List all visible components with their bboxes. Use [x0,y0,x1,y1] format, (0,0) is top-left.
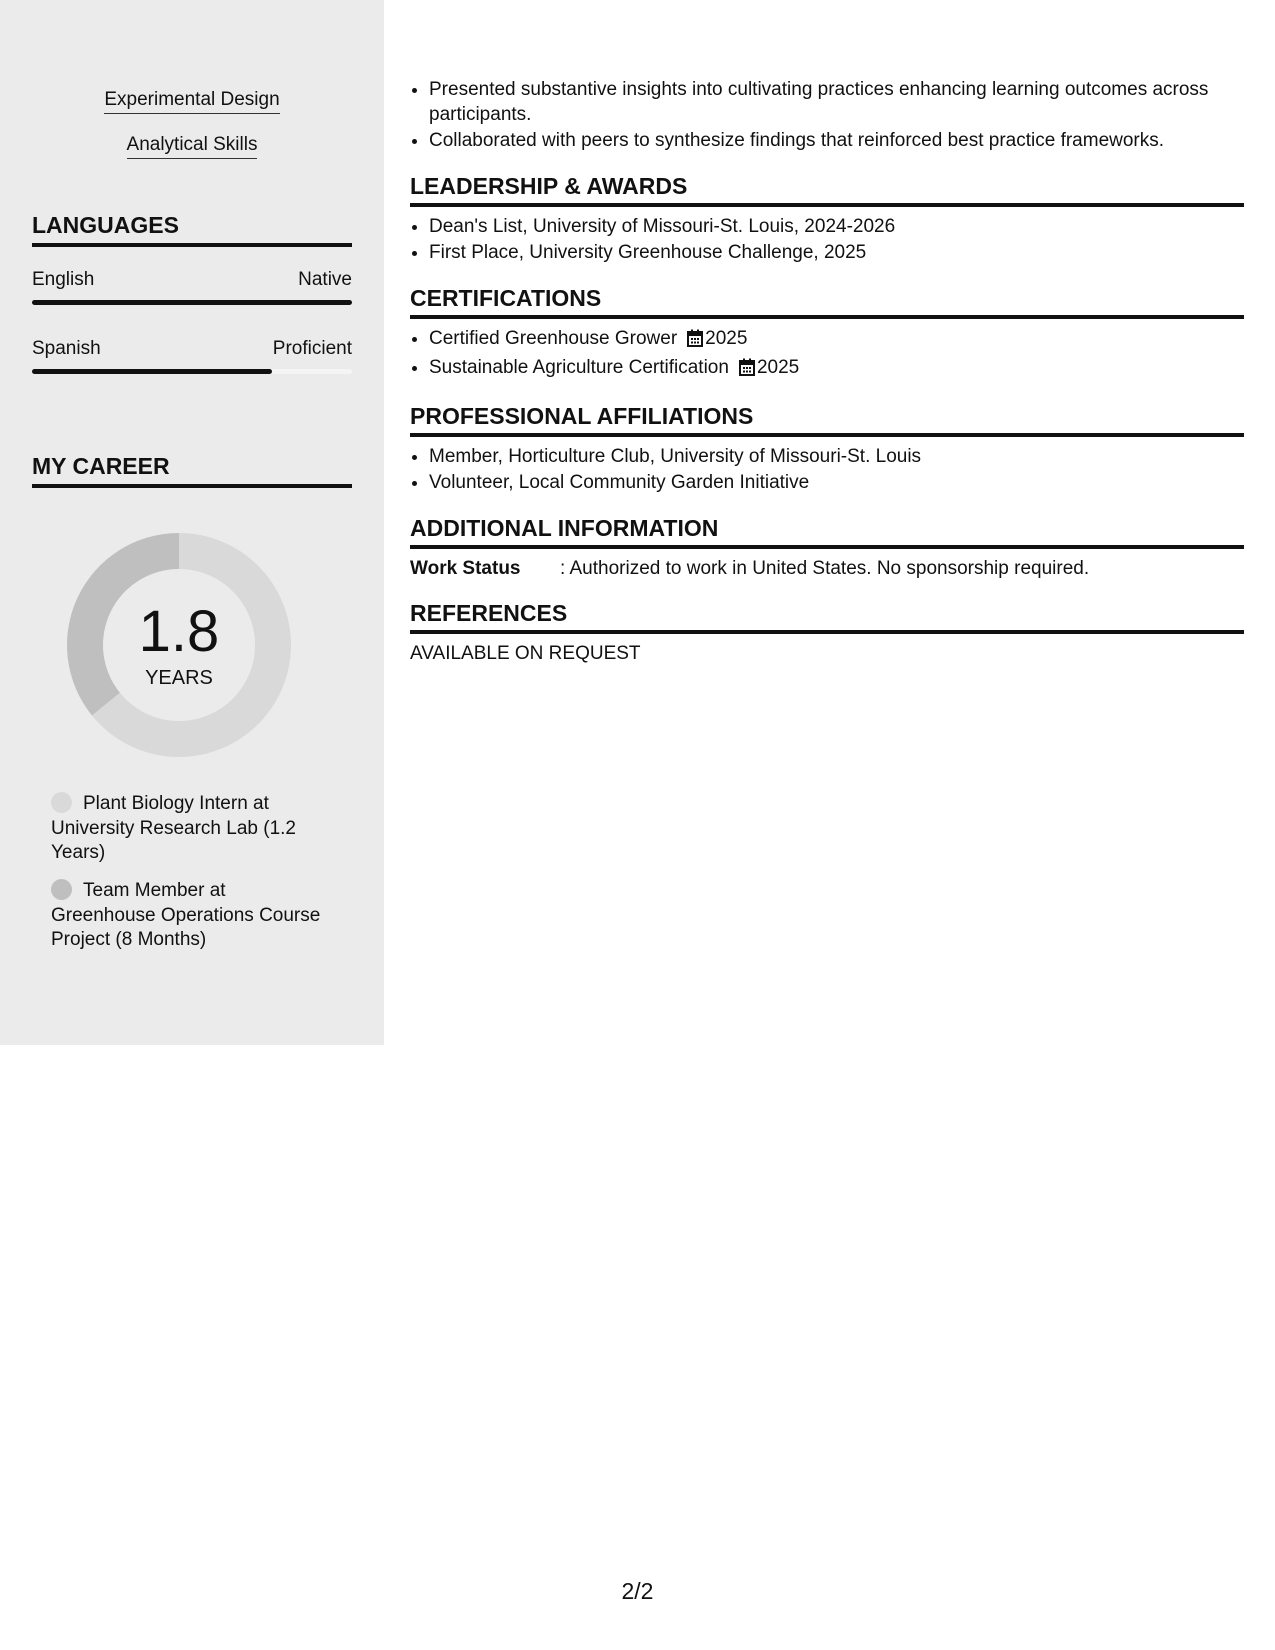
certification-year: 2025 [705,327,748,349]
list-item: • Volunteer, Local Community Garden Initiative [429,471,1244,496]
list-item: • Dean's List, University of Missouri-St. Louis, 2024-2026 [429,215,1244,240]
language-proficiency-fill [32,369,272,374]
legend-dot [51,792,72,813]
leadership-list [410,215,1244,266]
skill-tag: Analytical Skills [127,133,258,159]
certification-year: 2025 [756,357,800,378]
list-item [429,327,1244,355]
experience-bullets [410,78,1244,154]
language-level: Proficient [272,338,352,359]
language-proficiency-bar [32,369,352,374]
language-name: English [32,269,95,290]
career-legend-item [51,792,326,866]
career-legend-text: Plant Biology Intern at University Research Lab (1.2 Years) [51,793,296,863]
skill-list [0,88,384,178]
sidebar [0,0,384,1045]
language-row [32,268,352,292]
career-total-unit: YEARS [145,667,213,689]
language-proficiency-bar [32,300,352,305]
work-status-value: : Authorized to work in United States. No sponsorship required. [560,557,1090,579]
certifications-list [410,327,1244,384]
list-item [429,356,1244,384]
languages-heading: LANGUAGES [32,211,352,247]
legend-dot [51,879,72,900]
references-text: AVAILABLE ON REQUEST [410,642,641,664]
affiliations-list [410,445,1244,496]
work-status-label: Work Status [410,557,521,579]
language-name: Spanish [32,338,101,359]
list-item: • Collaborated with peers to synthesize findings that reinforced best practice frameworks. [429,129,1244,154]
page-number: 2/2 [621,1578,654,1604]
work-status-row [410,557,1244,581]
additional-info-heading: ADDITIONAL INFORMATION [410,514,1244,549]
list-item: • Presented substantive insights into cultivating practices enhancing learning outcomes across participants. [429,78,1244,127]
skill-tag: Experimental Design [104,88,279,114]
main-content [410,78,1244,666]
affiliations-heading: PROFESSIONAL AFFILIATIONS [410,402,1244,437]
career-legend-item [51,879,326,953]
certification-name: Certified Greenhouse Grower [429,327,678,349]
language-proficiency-fill [32,300,352,305]
career-heading: MY CAREER [32,452,352,488]
calendar-icon [687,329,703,355]
list-item: • First Place, University Greenhouse Challenge, 2025 [429,241,1244,266]
list-item: • Member, Horticulture Club, University of Missouri-St. Louis [429,445,1244,470]
certifications-heading: CERTIFICATIONS [410,284,1244,319]
career-total-value: 1.8 [138,599,220,664]
language-level: Native [298,269,352,290]
certification-name: Sustainable Agriculture Certification [429,357,729,378]
calendar-icon [739,358,755,384]
language-row [32,337,352,361]
career-legend-text: Team Member at Greenhouse Operations Course Project (8 Months) [51,880,321,950]
leadership-heading: LEADERSHIP & AWARDS [410,172,1244,207]
references-heading: REFERENCES [410,599,1244,634]
